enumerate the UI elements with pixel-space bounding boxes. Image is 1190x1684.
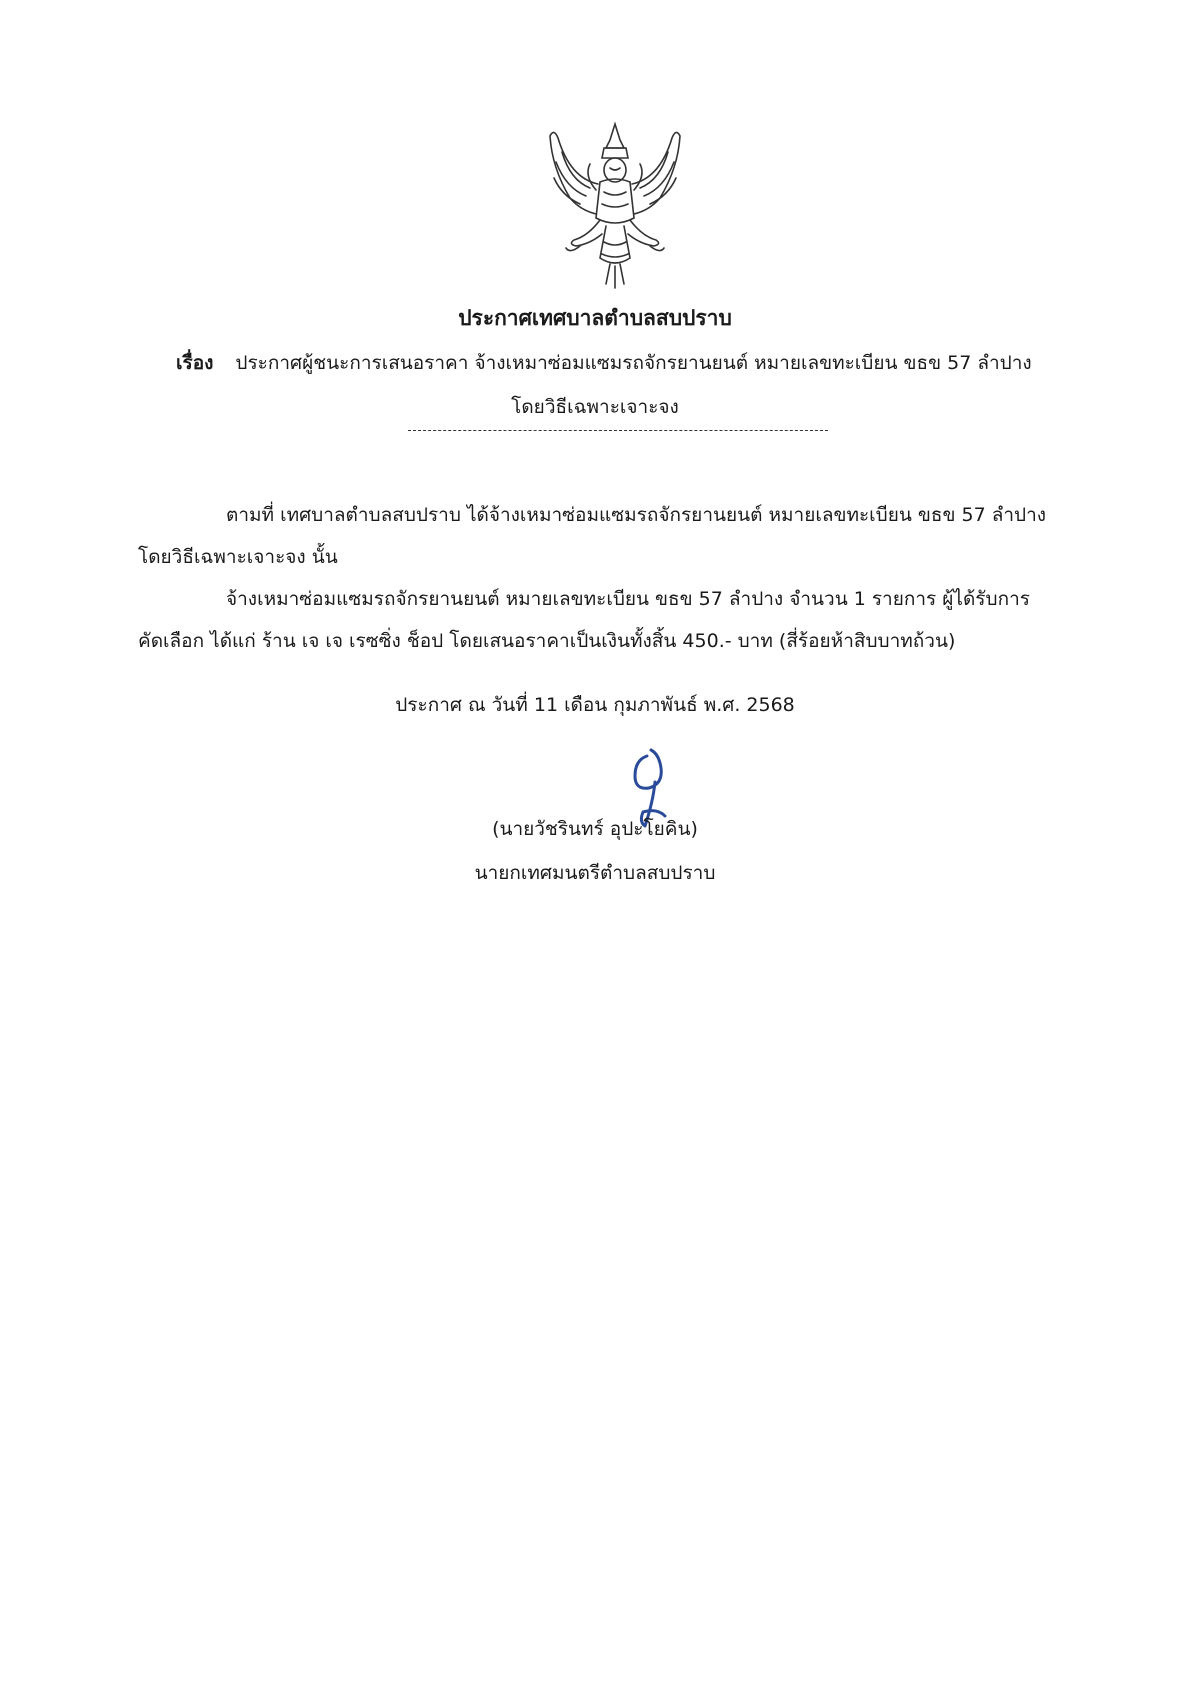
announcement-date: ประกาศ ณ วันที่ 11 เดือน กุมภาพันธ์ พ.ศ. 2568	[395, 694, 795, 716]
paragraph-2-line-1: จ้างเหมาซ่อมแซมรถจักรยานยนต์ หมายเลขทะเบียน ขธข 57 ลำปาง จำนวน 1 รายการ ผู้ได้รับการ	[226, 588, 1030, 610]
subject-text: ประกาศผู้ชนะการเสนอราคา จ้างเหมาซ่อมแซมรถจักรยานยนต์ หมายเลขทะเบียน ขธข 57 ลำปาง	[235, 352, 1032, 374]
subject-line	[176, 348, 1032, 378]
subject-method: โดยวิธีเฉพาะเจาะจง	[511, 396, 679, 418]
paragraph-1-line-1: ตามที่ เทศบาลตำบลสบปราบ ได้จ้างเหมาซ่อมแซมรถจักรยานยนต์ หมายเลขทะเบียน ขธข 57 ลำปาง	[226, 504, 1047, 526]
paragraph-1-line-2: โดยวิธีเฉพาะเจาะจง นั้น	[138, 546, 338, 568]
signer-position: นายกเทศมนตรีตำบลสบปราบ	[474, 862, 716, 884]
subject-label: เรื่อง	[176, 352, 214, 374]
paragraph-2-line-2: คัดเลือก ได้แก่ ร้าน เจ เจ เรซซิ่ง ช็อป โดยเสนอราคาเป็นเงินทั้งสิ้น 450.- บาท (สี่ร้อยห้าสิบบาทถ้วน)	[138, 630, 956, 652]
divider-line	[408, 430, 828, 431]
garuda-emblem-icon	[540, 118, 690, 290]
signer-name: (นายวัชรินทร์ อุปะโยคิน)	[492, 818, 698, 840]
announcement-title: ประกาศเทศบาลตำบลสบปราบ	[458, 306, 732, 330]
